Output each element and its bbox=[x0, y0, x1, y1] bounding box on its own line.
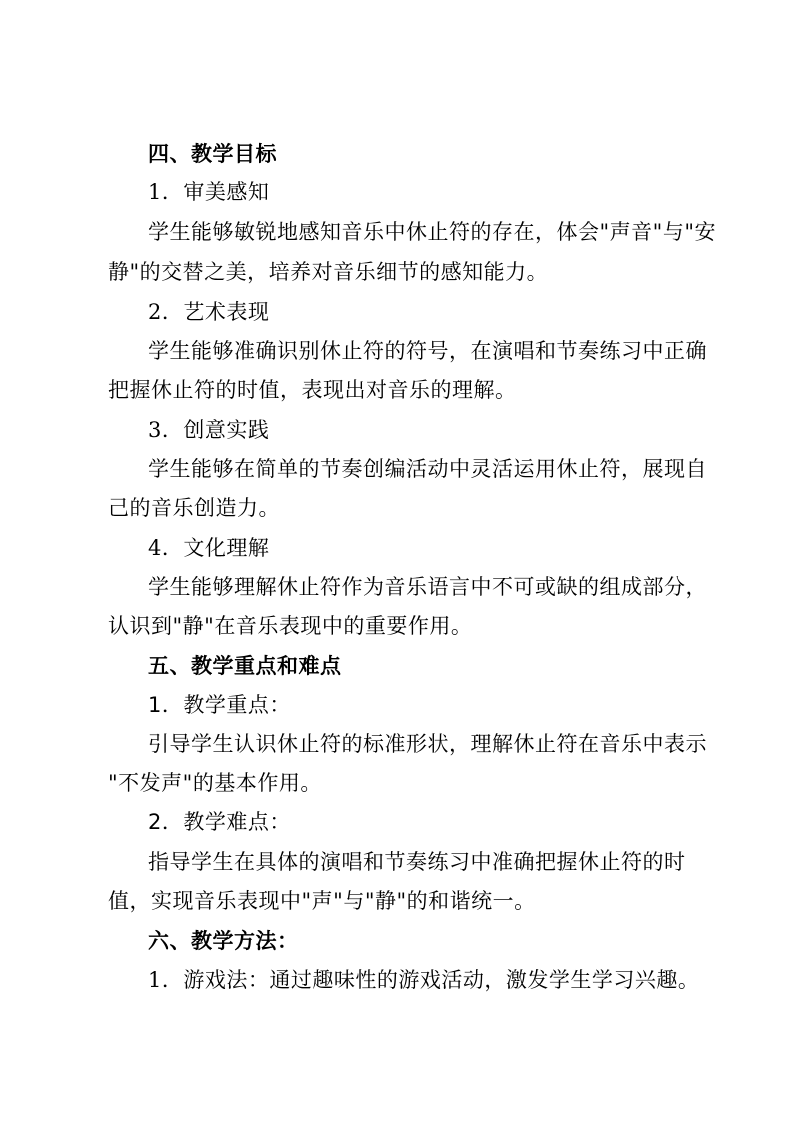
objective-body-cultural-line2: 认识到"静"在音乐表现中的重要作用。 bbox=[108, 614, 473, 638]
objective-title-artistic: 2．艺术表现 bbox=[148, 300, 270, 324]
difficulty-body-line1: 指导学生在具体的演唱和节奏练习中准确把握休止符的时 bbox=[148, 850, 686, 874]
objective-body-artistic-line1: 学生能够准确识别休止符的符号，在演唱和节奏练习中正确 bbox=[148, 339, 707, 363]
objective-title-aesthetic: 1．审美感知 bbox=[148, 180, 270, 204]
objective-body-cultural-line1: 学生能够理解休止符作为音乐语言中不可或缺的组成部分， bbox=[148, 575, 707, 599]
objective-title-cultural: 4．文化理解 bbox=[148, 536, 270, 560]
difficulty-title: 2．教学难点： bbox=[148, 810, 291, 834]
objective-body-creative-line2: 己的音乐创造力。 bbox=[108, 496, 280, 520]
section-heading-key-points: 五、教学重点和难点 bbox=[148, 654, 342, 678]
objective-body-artistic-line2: 把握休止符的时值，表现出对音乐的理解。 bbox=[108, 378, 517, 402]
key-point-body-line1: 引导学生认识休止符的标准形状，理解休止符在音乐中表示 bbox=[148, 732, 707, 756]
objective-body-aesthetic-line1: 学生能够敏锐地感知音乐中休止符的存在，体会"声音"与"安 bbox=[148, 220, 716, 244]
key-point-title: 1．教学重点： bbox=[148, 693, 291, 717]
section-heading-methods: 六、教学方法： bbox=[148, 929, 299, 953]
objective-body-aesthetic-line2: 静"的交替之美，培养对音乐细节的感知能力。 bbox=[108, 260, 549, 284]
objective-body-creative-line1: 学生能够在简单的节奏创编活动中灵活运用休止符，展现自 bbox=[148, 457, 707, 481]
difficulty-body-line2: 值，实现音乐表现中"声"与"静"的和谐统一。 bbox=[108, 889, 536, 913]
key-point-body-line2: "不发声"的基本作用。 bbox=[108, 771, 322, 795]
section-heading-objectives: 四、教学目标 bbox=[148, 142, 277, 166]
method-item-game: 1．游戏法：通过趣味性的游戏活动，激发学生学习兴趣。 bbox=[148, 968, 700, 992]
objective-title-creative: 3．创意实践 bbox=[148, 418, 270, 442]
